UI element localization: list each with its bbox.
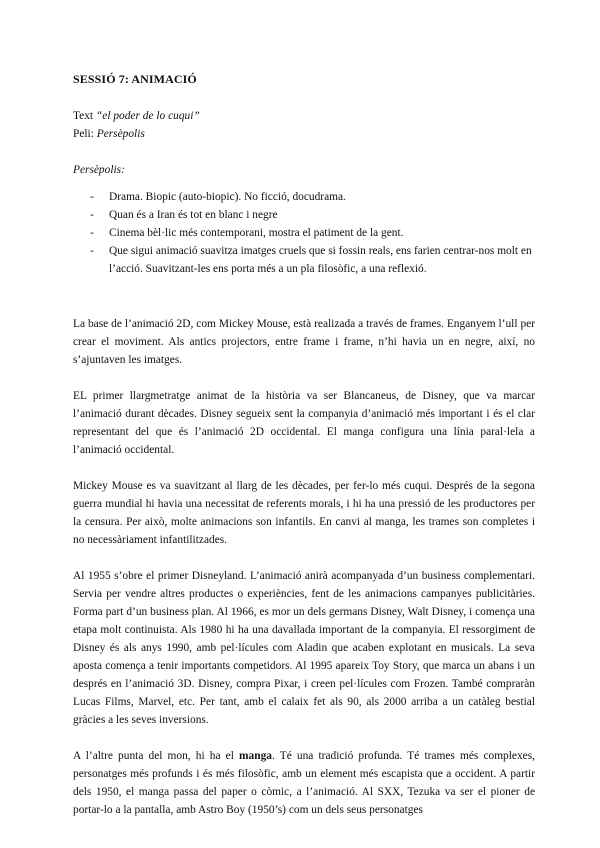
bullet-dash: - [90, 191, 94, 203]
bullet-text: Drama. Biopic (auto-biopic). No ficció, docudrama. [109, 191, 346, 203]
paragraph-mickey-mouse: Mickey Mouse es va suavitzant al llarg de les dècades, per fer-lo més cuqui. Després de la segona guerra mundial hi havia una necessitat de referents morals, i hi ha una pressió de les productores per la censura. Per això, molte animacions son infantils. En canvi al manga, les trames son completes i no necessàriament infantilitzades. [73, 480, 535, 546]
document-page [73, 70, 535, 819]
bullet-dash: - [90, 245, 94, 257]
text-reference-label: Text [73, 110, 96, 122]
bullet-list [73, 188, 535, 278]
bullet-item [73, 206, 535, 224]
text-reference-title: “el poder de lo cuqui” [95, 110, 200, 122]
paragraph-disneyland: Al 1955 s’obre el primer Disneyland. L’animació anirà acompanyada d’un business complementari. Servia per vendre altres productes o experiències, fent de les animacions campanyes publicitàries. Forma part d’un business plan. Al 1966, es mor un dels germans Disney, Walt Disney, i comença una etapa molt continuista. Als 1980 hi ha una davallada important de la companyia. El ressorgiment de Disney és als anys 1990, amb pel·lícules com Aladin que acaben explotant en musicals. La seva aposta comença a tenir importants competidors. Al 1995 apareix Toy Story, que marca un abans i un després en l’animació 3D. Disney, compra Pixar, i creen pel·lícules com Frozen. També compraràn Lucas Films, Marvel, etc. Per tant, amb el calaix fet als 90, als 2000 arriba a un catàleg bestial gràcies a les seves inversions. [73, 570, 535, 726]
paragraph-manga [73, 747, 535, 819]
film-reference-title: Persèpolis [96, 128, 145, 140]
manga-bold-term: manga [239, 750, 272, 762]
paragraph-2d-animation: La base de l’animació 2D, com Mickey Mouse, està realizada a través de frames. Enganyem l’ull per crear el moviment. Als antics projectors, entre frame i frame, n’hi havia un en negre, així, no s’ajuntaven les imatges. [73, 318, 535, 366]
bullet-item [73, 224, 535, 242]
paragraph-blancaneus: EL primer llargmetratge animat de la història va ser Blancaneus, de Disney, que va marcar l’animació durant dècades. Disney segueix sent la companyia d’animació més important i és el clar representant del que és l’animació 2D occidental. El manga configura una línia paral·lela a l’animació occidental. [73, 390, 535, 456]
document-title: SESSIÓ 7: ANIMACIÓ [73, 72, 197, 86]
film-reference-label: Peli: [73, 128, 97, 140]
manga-text-after: . Té una tradició profunda. Té trames més complexes, personatges més profunds i és més filosòfic, amb un element més escapista que a occident. A partir dels 1950, el manga passa del paper o còmic, a l’animació. Al SXX, Tezuka va ser el pioner de portar-lo a la pantalla, amb Astro Boy (1950’s) com un dels seus personatges [73, 750, 535, 816]
bullet-item [73, 242, 535, 278]
bullet-text: Que sigui animació suavitza imatges cruels que si fossin reals, ens farien centrar-nos molt en l’acció. Suavitzant-les ens porta més a un pla filosòfic, a una reflexió. [109, 245, 532, 275]
bullet-text: Quan és a Iran és tot en blanc i negre [109, 209, 278, 221]
bullet-dash: - [90, 209, 94, 221]
bullet-item [73, 188, 535, 206]
film-reference-line [73, 125, 535, 143]
section-heading: Persèpolis: [73, 164, 125, 176]
text-reference-line [73, 107, 535, 125]
manga-text-before: A l’altre punta del mon, hi ha el [73, 750, 240, 762]
bullet-text: Cinema bèl·lic més contemporani, mostra el patiment de la gent. [109, 227, 404, 239]
bullet-dash: - [90, 227, 94, 239]
